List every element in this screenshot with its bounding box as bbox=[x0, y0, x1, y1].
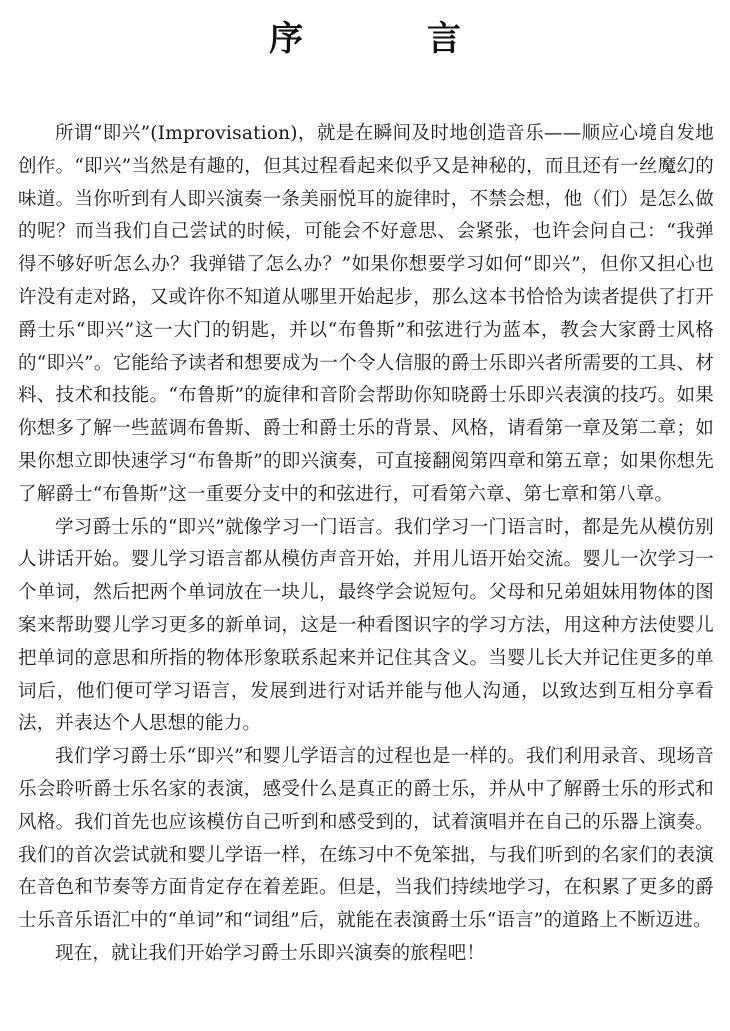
paragraph-3: 我们学习爵士乐“即兴”和婴儿学语言的过程也是一样的。我们利用录音、现场音乐会聆听爵士乐名家的表演，感受什么是真正的爵士乐，并从中了解爵士乐的形式和风格。我们首先也应该模仿自己听到和感受到的，试着演唱并在自己的乐器上演奏。我们的首次尝试就和婴儿学语一样，在练习中不免笨拙，与我们听到的名家们的表演在音色和节奏等方面肯定存在着差距。但是，当我们持续地学习，在积累了更多的爵士乐音乐语汇中的“单词”和“词组”后，就能在表演爵士乐“语言”的道路上不断迈进。 bbox=[18, 746, 714, 932]
paragraph-4: 现在，就让我们开始学习爵士乐即兴演奏的旅程吧！ bbox=[55, 942, 486, 964]
page-title: 序 言 bbox=[269, 19, 517, 59]
paragraph-2: 学习爵士乐的“即兴”就像学习一门语言。我们学习一门语言时，都是先从模仿别人讲话开始。婴儿学习语言都从模仿声音开始，并用儿语开始交流。婴儿一次学习一个单词，然后把两个单词放在一块儿，最终学会说短句。父母和兄弟姐妹用物体的图案来帮助婴儿学习更多的新单词，这是一种看图识字的学习方法，用这种方法使婴儿把单词的意思和所指的物体形象联系起来并记住其含义。当婴儿长大并记住更多的单词后，他们便可学习语言，发展到进行对话并能与他人沟通，以致达到互相分享看法，并表达个人思想的能力。 bbox=[18, 516, 714, 735]
preface-body bbox=[18, 118, 714, 971]
paragraph-1: 所谓“即兴”(Improvisation)，就是在瞬间及时地创造音乐——顺应心境自发地创作。“即兴”当然是有趣的，但其过程看起来似乎又是神秘的，而且还有一丝魔幻的味道。当你听到有人即兴演奏一条美丽悦耳的旋律时，不禁会想，他（们）是怎么做的呢？而当我们自己尝试的时候，可能会不好意思、会紧张，也许会问自己：“我弹得不够好听怎么办？我弹错了怎么办？”如果你想要学习如何“即兴”，但你又担心也许没有走对路，又或许你不知道从哪里开始起步，那么这本书恰恰为读者提供了打开爵士乐“即兴”这一大门的钥匙，并以“布鲁斯”和弦进行为蓝本，教会大家爵士风格的“即兴”。它能给予读者和想要成为一个令人信服的爵士乐即兴者所需要的工具、材料、技术和技能。“布鲁斯”的旋律和音阶会帮助你知晓爵士乐即兴表演的技巧。如果你想多了解一些蓝调布鲁斯、爵士和爵士乐的背景、风格，请看第一章及第二章；如果你想立即快速学习“布鲁斯”的即兴演奏，可直接翻阅第四章和第五章；如果你想先了解爵士“布鲁斯”这一重要分支中的和弦进行，可看第六章、第七章和第八章。 bbox=[18, 123, 714, 505]
